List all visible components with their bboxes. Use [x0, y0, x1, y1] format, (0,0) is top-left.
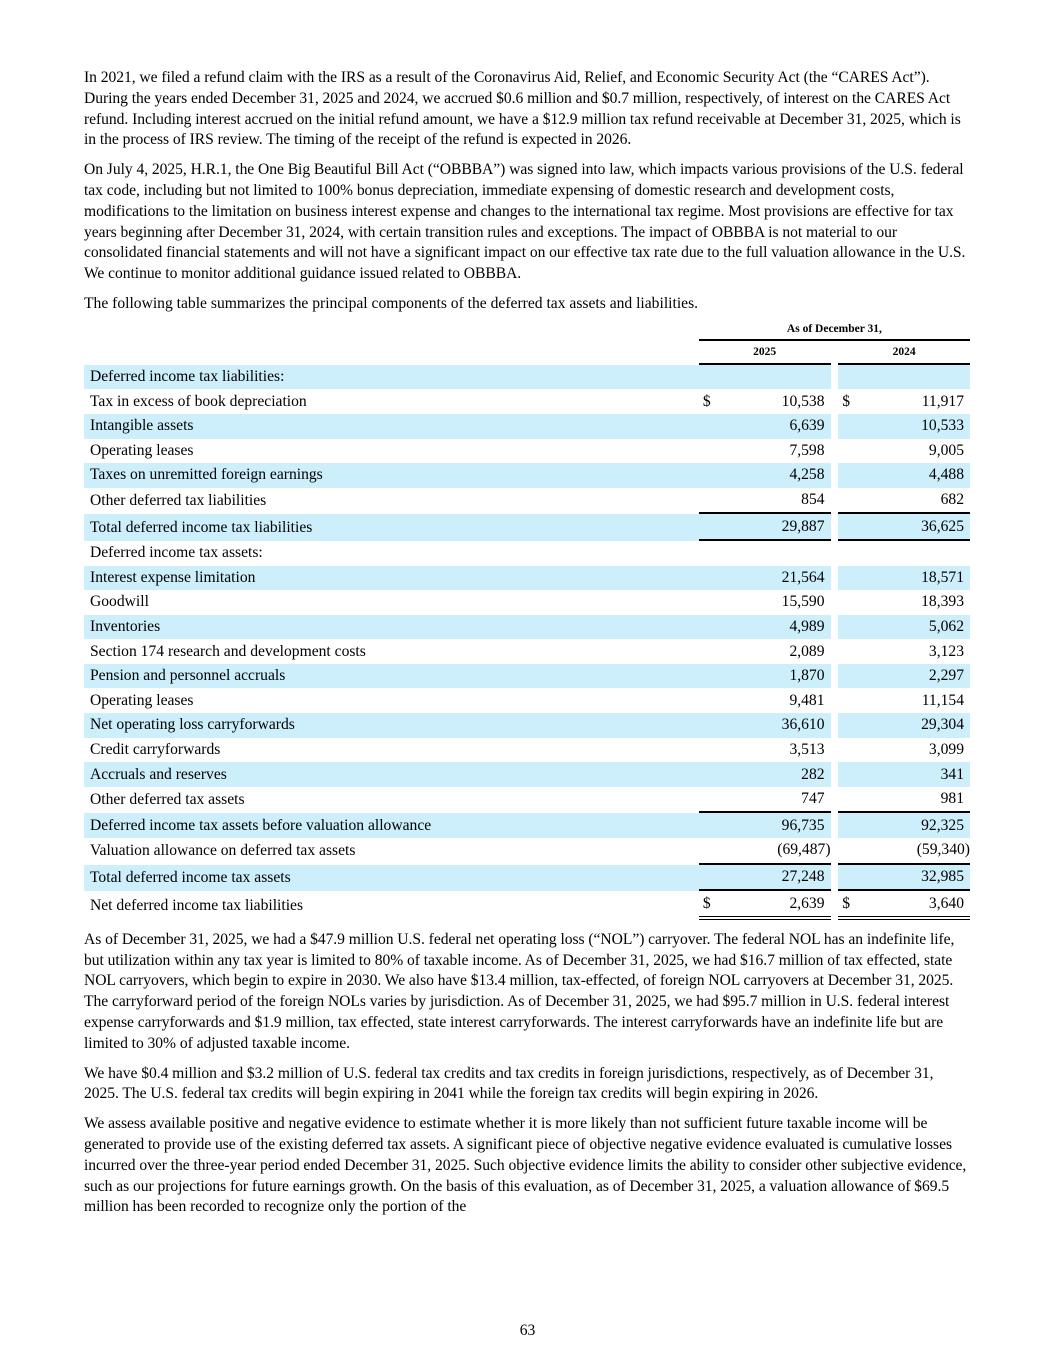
currency-symbol: $ [699, 891, 725, 920]
row-label: Net operating loss carryforwards [84, 713, 699, 738]
value-2024: 32,985 [864, 865, 970, 892]
value-2025: 7,598 [789, 441, 825, 459]
row-label: Inventories [84, 615, 699, 640]
row-label: Intangible assets [84, 414, 699, 439]
row-label: Taxes on unremitted foreign earnings [84, 463, 699, 488]
value-2025: 9,481 [789, 691, 825, 709]
value-2025: 854 [724, 488, 830, 515]
value-2025: 36,610 [724, 713, 830, 738]
currency-symbol: $ [702, 392, 711, 410]
table-row [84, 639, 970, 664]
value-2025: 4,989 [724, 615, 830, 640]
value-2024: 2,297 [864, 664, 970, 689]
value-2024: 682 [864, 488, 970, 515]
table-header-span-row [84, 319, 970, 341]
value-2025: 2,089 [789, 642, 825, 660]
value-2025 [724, 365, 830, 390]
row-label: Credit carryforwards [90, 740, 221, 758]
table-row [84, 762, 970, 787]
value-2024: 36,625 [864, 514, 970, 541]
value-2025: (69,487) [724, 838, 830, 865]
value-2025: 21,564 [724, 566, 830, 591]
value-2025: 15,590 [781, 593, 825, 611]
value-2024: 3,099 [928, 740, 964, 758]
row-label: Accruals and reserves [84, 762, 699, 787]
row-label: Total deferred income tax assets [84, 865, 699, 892]
table-row [84, 787, 970, 814]
table-row [84, 664, 970, 689]
table-row [84, 615, 970, 640]
table-row [84, 463, 970, 488]
table-row [84, 738, 970, 763]
value-2024: 341 [864, 762, 970, 787]
table-row [84, 365, 970, 390]
value-2024: 3,640 [864, 891, 970, 920]
currency-symbol: $ [842, 392, 851, 410]
value-2025: 2,639 [724, 891, 830, 920]
value-2024: 92,325 [864, 813, 970, 838]
row-label: Deferred income tax assets: [90, 544, 263, 562]
row-label: Other deferred tax assets [90, 791, 245, 809]
row-label: Tax in excess of book depreciation [90, 392, 307, 410]
table-row [84, 488, 970, 515]
value-2024: 9,005 [928, 441, 964, 459]
value-2025: 1,870 [724, 664, 830, 689]
row-label: Deferred income tax liabilities: [84, 365, 699, 390]
row-label: Net deferred income tax liabilities [90, 896, 304, 914]
value-2024: 981 [864, 787, 970, 814]
table-row-net-total [84, 891, 970, 920]
value-2025: 96,735 [724, 813, 830, 838]
table-row [84, 688, 970, 713]
paragraph-tax-credits: We have $0.4 million and $3.2 million of U.S. federal tax credits and tax credits in foreign jurisdictions, respectively, as of December 31, 2025. The U.S. federal tax credits will begin expiring in 2041 while the foreign tax credits will begin expiring in 2026. [84, 1064, 934, 1103]
header-2025: 2025 [699, 341, 831, 365]
value-2025: 3,513 [789, 740, 825, 758]
paragraph-cares-act: In 2021, we filed a refund claim with the IRS as a result of the Coronavirus Aid, Relief, and Economic Security Act (the “CARES Act”). During the years ended December 31, 2025 and 2024, we accrued $0.6 million and $0.7 million, respectively, of interest on the CARES Act refund. Including interest accrued on the initial refund amount, we have a $12.9 million tax refund receivable at December 31, 2025, which is in the process of IRS review. The timing of the receipt of the refund is expected in 2026. [84, 69, 961, 149]
table-row [84, 566, 970, 591]
row-label: Deferred income tax assets before valuation allowance [84, 813, 699, 838]
row-label: Goodwill [90, 593, 149, 611]
table-row-total [84, 865, 970, 892]
value-2025: 27,248 [724, 865, 830, 892]
value-2025: 10,538 [781, 392, 825, 410]
value-2024: 3,123 [928, 642, 964, 660]
value-2025 [724, 541, 830, 566]
value-2024: 11,154 [921, 691, 964, 709]
row-label: Section 174 research and development costs [90, 642, 366, 660]
header-as-of: As of December 31, [699, 319, 970, 341]
value-2024: 11,917 [921, 392, 964, 410]
value-2025: 282 [724, 762, 830, 787]
value-2025: 6,639 [724, 414, 830, 439]
header-2024: 2024 [838, 341, 970, 365]
page-number: 63 [519, 1322, 536, 1339]
value-2025: 747 [724, 787, 830, 814]
row-label: Total deferred income tax liabilities [84, 514, 699, 541]
table-row-total [84, 514, 970, 541]
table-row [84, 541, 970, 566]
table-row [84, 389, 970, 414]
value-2025: 29,887 [724, 514, 830, 541]
currency-symbol: $ [838, 891, 864, 920]
table-row [84, 713, 970, 738]
row-label: Pension and personnel accruals [84, 664, 699, 689]
row-label: Valuation allowance on deferred tax assets [90, 842, 356, 860]
deferred-tax-table [84, 319, 970, 920]
paragraph-nol: As of December 31, 2025, we had a $47.9 million U.S. federal net operating loss (“NOL”) carryover. The federal NOL has an indefinite life, but utilization within any tax year is limited to 80% of taxable income. As of December 31, 2025, we had $16.7 million of tax effected, state NOL carryovers, which begin to expire in 2030. We also have $13.4 million, tax-effected, of foreign NOL carryovers at December 31, 2025. The carryforward period of the foreign NOLs varies by jurisdiction. As of December 31, 2025, we had $95.7 million in U.S. federal interest expense carryforwards and $1.9 million, tax effected, state interest carryforwards. The interest carryforwards have an indefinite life but are limited to 30% of adjusted taxable income. [84, 930, 955, 1052]
value-2024: 18,571 [864, 566, 970, 591]
value-2024: 4,488 [864, 463, 970, 488]
table-row [84, 590, 970, 615]
value-2024: 29,304 [864, 713, 970, 738]
value-2024: (59,340) [864, 838, 970, 865]
value-2024: 18,393 [921, 593, 964, 611]
table-row [84, 838, 970, 865]
table-row [84, 439, 970, 464]
table-intro: The following table summarizes the principal components of the deferred tax assets and liabilities. [84, 294, 699, 312]
value-2024 [864, 541, 970, 566]
table-header-years-row [84, 341, 970, 365]
document-page [84, 68, 970, 1227]
value-2025: 4,258 [724, 463, 830, 488]
paragraph-valuation-evidence: We assess available positive and negative evidence to estimate whether it is more likely than not sufficient future taxable income will be generated to provide use of the existing deferred tax assets. A significant piece of objective negative evidence evaluated is cumulative losses incurred over the three-year period ended December 31, 2025. Such objective evidence limits the ability to consider other subjective evidence, such as our projections for future earnings growth. On the basis of this evaluation, as of December 31, 2025, a valuation allowance of $69.5 million has been recorded to recognize only the portion of the [84, 1115, 967, 1216]
row-label: Operating leases [90, 691, 194, 709]
row-label: Interest expense limitation [84, 566, 699, 591]
row-label: Other deferred tax liabilities [90, 492, 267, 510]
value-2024: 5,062 [864, 615, 970, 640]
value-2024 [864, 365, 970, 390]
row-label: Operating leases [90, 441, 194, 459]
table-row-subtotal [84, 813, 970, 838]
value-2024: 10,533 [864, 414, 970, 439]
paragraph-obbba: On July 4, 2025, H.R.1, the One Big Beautiful Bill Act (“OBBBA”) was signed into law, which impacts various provisions of the U.S. federal tax code, including but not limited to 100% bonus depreciation, immediate expensing of domestic research and development costs, modifications to the limitation on business interest expense and changes to the international tax regime. Most provisions are effective for tax years beginning after December 31, 2024, with certain transition rules and exceptions. The impact of OBBBA is not material to our consolidated financial statements and will not have a significant impact on our effective tax rate due to the full valuation allowance in the U.S. We continue to monitor additional guidance issued related to OBBBA. [84, 161, 966, 283]
table-row [84, 414, 970, 439]
